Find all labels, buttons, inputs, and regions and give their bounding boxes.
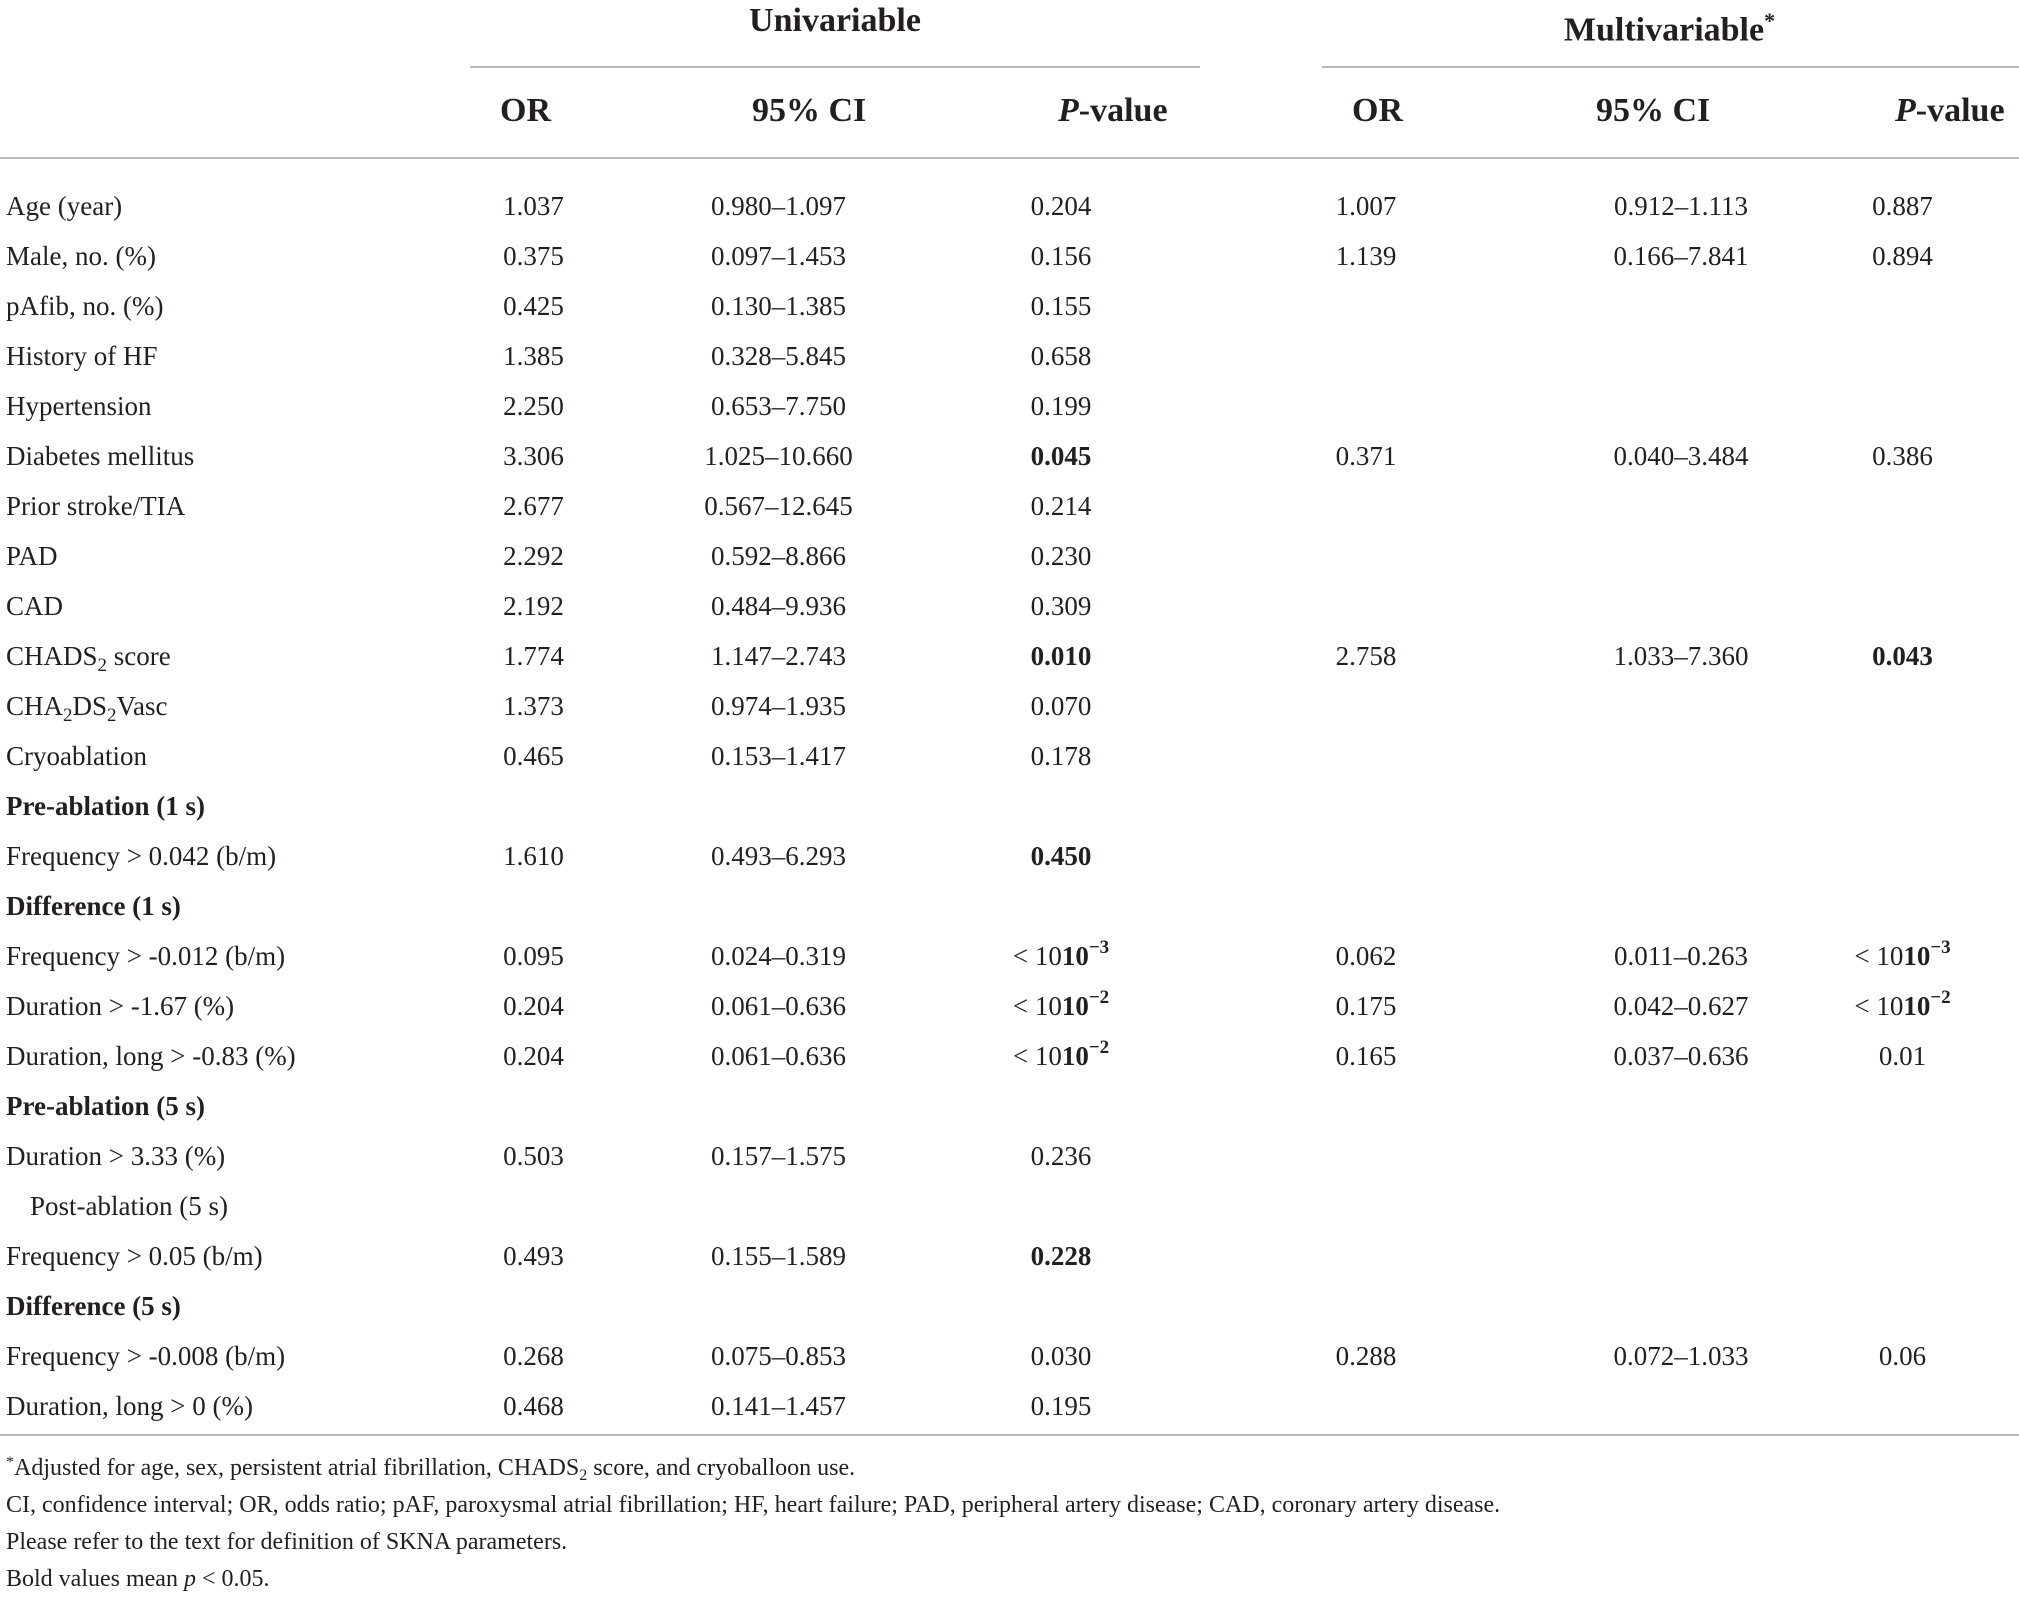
multivariable-or: 0.062 (1335, 941, 1397, 971)
multivariable-p (1786, 531, 2019, 581)
univariable-p: 0.228 (1030, 1241, 1092, 1271)
table-row (0, 231, 2019, 281)
row-label: $CHADS_2$ score (6, 641, 171, 676)
multivariable-p: 0.386 (1872, 441, 1933, 471)
univariable-ci: 0.484–9.936 (711, 591, 846, 621)
multivariable-or (1156, 381, 1576, 431)
multivariable-ci (1576, 731, 1786, 781)
univariable-underline (470, 66, 1200, 68)
univariable-or: 0.425 (503, 291, 564, 321)
univariable-p: 0.204 (1030, 191, 1092, 221)
multivariable-ci (1576, 331, 1786, 381)
multivariable-ci (1576, 381, 1786, 431)
multivariable-ci (1576, 681, 1786, 731)
table-row (0, 931, 2019, 981)
footnote-adjusted: *Adjusted for age, sex, persistent atrial fibrillation, $CHADS_2$ score, and cryoballoon use. (6, 1454, 856, 1484)
row-label: $CHA_2DS_2Vasc$ (6, 691, 168, 726)
univariable-or: 0.204 (503, 991, 564, 1021)
section-row (0, 1081, 2019, 1131)
univariable-or: 3.306 (503, 441, 564, 471)
univariable-p: 0.010 (1030, 641, 1092, 671)
multivariable-ci: 0.042–0.627 (1613, 991, 1749, 1021)
univariable-or: 0.375 (503, 241, 564, 271)
univariable-or: 0.468 (503, 1391, 564, 1421)
multivariable-p (1786, 1131, 2019, 1181)
univariable-p: 0.156 (1030, 241, 1092, 271)
row-label: Duration > -1.67 (%) (6, 991, 235, 1021)
section-row (0, 881, 2019, 931)
section-row (0, 1281, 2019, 1331)
multivariable-or (1156, 1381, 1576, 1431)
table-row (0, 1131, 2019, 1181)
multivariable-ci (1576, 831, 1786, 881)
multivariable-ci (1576, 1131, 1786, 1181)
multivariable-ci (1576, 281, 1786, 331)
univariable-ci: 0.592–8.866 (711, 541, 846, 571)
row-label: Frequency > -0.008 (b/m) (6, 1341, 286, 1371)
multivariable-or: 1.007 (1335, 191, 1397, 221)
multivariable-or (1156, 531, 1576, 581)
multivariable-p: 0.043 (1872, 641, 1933, 671)
univariable-p: 0.214 (1030, 491, 1092, 521)
univariable-ci: 0.061–0.636 (711, 1041, 846, 1071)
univariable-or: 0.493 (503, 1241, 564, 1271)
table-row (0, 631, 2019, 681)
multivariable-or: 0.288 (1335, 1341, 1397, 1371)
row-label: Duration > 3.33 (%) (6, 1141, 226, 1171)
footnote-abbreviations: CI, confidence interval; OR, odds ratio; pAF, paroxysmal atrial fibrillation; HF, heart failure; PAD, peripheral artery disease; CAD, coronary artery disease. (6, 1492, 1501, 1518)
univariable-ci: 0.141–1.457 (711, 1391, 846, 1421)
footnote-mark: * (1764, 8, 1776, 33)
section-heading: Difference (1 s) (6, 891, 181, 921)
univariable-ci: 0.980–1.097 (711, 191, 846, 221)
univariable-p: 0.030 (1030, 1341, 1092, 1371)
section-heading: Pre-ablation (1 s) (6, 791, 205, 821)
multivariable-or: 0.371 (1335, 441, 1397, 471)
multivariable-ci: 0.011–0.263 (1614, 941, 1748, 971)
row-label: CAD (6, 591, 64, 621)
multivariable-p (1786, 1381, 2019, 1431)
multivariable-p: < $1010^{-3}$ (1854, 937, 1951, 971)
multivariable-or: 2.758 (1335, 641, 1397, 671)
multivariable-p (1786, 281, 2019, 331)
multivariable-ci (1576, 1381, 1786, 1431)
row-label: Duration, long > 0 (%) (6, 1391, 253, 1421)
univariable-or: 1.037 (503, 191, 564, 221)
univariable-ci: 0.155–1.589 (711, 1241, 846, 1271)
header-or-multivariable: OR (1352, 92, 1403, 129)
univariable-or: 2.192 (503, 591, 564, 621)
multivariable-ci: 0.072–1.033 (1613, 1341, 1749, 1371)
table-row (0, 1231, 2019, 1281)
multivariable-ci: 0.166–7.841 (1613, 241, 1749, 271)
section-heading: Post-ablation (5 s) (30, 1191, 228, 1221)
multivariable-or (1156, 281, 1576, 331)
univariable-p: 0.309 (1030, 591, 1092, 621)
footnote-bold: Bold values mean p < 0.05. (6, 1566, 270, 1592)
univariable-p: 0.195 (1030, 1391, 1092, 1421)
univariable-or: 1.385 (503, 341, 564, 371)
multivariable-ci: 0.037–0.636 (1613, 1041, 1749, 1071)
univariable-or: 1.774 (503, 641, 564, 671)
header-p-multivariable: P-value (1895, 92, 2005, 129)
row-label: Frequency > -0.012 (b/m) (6, 941, 286, 971)
table-row (0, 181, 2019, 231)
section-row (0, 781, 2019, 831)
multivariable-or (1156, 731, 1576, 781)
univariable-p: 0.199 (1030, 391, 1092, 421)
group-header-univariable: Univariable (749, 2, 921, 39)
multivariable-p: 0.887 (1872, 191, 1933, 221)
univariable-or: 1.373 (503, 691, 564, 721)
univariable-p: 0.155 (1030, 291, 1092, 321)
row-label: PAD (6, 541, 58, 571)
table-row (0, 381, 2019, 431)
footnote-skna: Please refer to the text for definition of SKNA parameters. (6, 1529, 568, 1555)
section-heading: Difference (5 s) (6, 1291, 181, 1321)
section-row (0, 1181, 2019, 1231)
univariable-p: 0.045 (1030, 441, 1092, 471)
univariable-p: 0.230 (1030, 541, 1092, 571)
table-row (0, 581, 2019, 631)
row-label: Hypertension (6, 391, 152, 421)
univariable-ci: 0.061–0.636 (711, 991, 846, 1021)
row-label: Frequency > 0.042 (b/m) (6, 841, 277, 871)
multivariable-or: 0.165 (1335, 1041, 1397, 1071)
univariable-p: < $1010^{-2}$ (1012, 987, 1110, 1021)
multivariable-p (1786, 681, 2019, 731)
table-footnotes (6, 1450, 2006, 1598)
univariable-ci: 0.024–0.319 (711, 941, 846, 971)
univariable-ci: 0.157–1.575 (711, 1141, 846, 1171)
multivariable-p: 0.894 (1872, 241, 1933, 271)
univariable-ci: 0.328–5.845 (711, 341, 846, 371)
multivariable-p (1786, 1231, 2019, 1281)
multivariable-or (1156, 681, 1576, 731)
multivariable-p (1786, 381, 2019, 431)
multivariable-or (1156, 331, 1576, 381)
multivariable-p: < $1010^{-2}$ (1854, 987, 1951, 1021)
multivariable-or (1156, 1231, 1576, 1281)
univariable-ci: 0.653–7.750 (711, 391, 846, 421)
multivariable-ci (1576, 481, 1786, 531)
univariable-or: 0.465 (503, 741, 564, 771)
table-row (0, 681, 2019, 731)
multivariable-or (1156, 1131, 1576, 1181)
bottom-rule (0, 1434, 2019, 1436)
univariable-p: 0.450 (1030, 841, 1092, 871)
univariable-or: 2.677 (503, 491, 564, 521)
univariable-ci: 1.147–2.743 (711, 641, 846, 671)
row-label: Age (year) (6, 191, 123, 221)
table-row (0, 481, 2019, 531)
univariable-p: 0.070 (1030, 691, 1092, 721)
table-row (0, 531, 2019, 581)
row-label: Prior stroke/TIA (6, 491, 186, 521)
multivariable-or: 0.175 (1335, 991, 1397, 1021)
univariable-or: 0.268 (503, 1341, 564, 1371)
table-body (0, 181, 2019, 1431)
univariable-ci: 0.097–1.453 (711, 241, 846, 271)
multivariable-or: 1.139 (1335, 241, 1397, 271)
header-ci-univariable: 95% CI (752, 92, 867, 129)
univariable-ci: 0.153–1.417 (711, 741, 846, 771)
univariable-p: < $1010^{-3}$ (1012, 937, 1110, 971)
univariable-p: 0.658 (1030, 341, 1092, 371)
multivariable-p (1786, 731, 2019, 781)
multivariable-ci (1576, 1231, 1786, 1281)
row-label: Frequency > 0.05 (b/m) (6, 1241, 263, 1271)
multivariable-ci (1576, 581, 1786, 631)
table-row (0, 981, 2019, 1031)
univariable-p: < $1010^{-2}$ (1012, 1037, 1110, 1071)
row-label: Cryoablation (6, 741, 147, 771)
multivariable-p (1786, 481, 2019, 531)
univariable-ci: 0.075–0.853 (711, 1341, 846, 1371)
multivariable-ci: 1.033–7.360 (1613, 641, 1749, 671)
univariable-ci: 0.493–6.293 (711, 841, 846, 871)
row-label: Diabetes mellitus (6, 441, 195, 471)
header-p-univariable: P-value (1058, 92, 1168, 129)
table-row (0, 731, 2019, 781)
univariable-ci: 1.025–10.660 (704, 441, 853, 471)
multivariable-p: 0.01 (1878, 1041, 1927, 1071)
univariable-p: 0.236 (1030, 1141, 1092, 1171)
table-row (0, 281, 2019, 331)
multivariable-or (1156, 581, 1576, 631)
multivariable-p (1786, 331, 2019, 381)
univariable-p: 0.178 (1030, 741, 1092, 771)
header-rule (0, 157, 2019, 159)
univariable-ci: 0.130–1.385 (711, 291, 846, 321)
table-row (0, 431, 2019, 481)
multivariable-p (1786, 581, 2019, 631)
group-header-multivariable: Multivariable* (1563, 8, 1776, 49)
univariable-or: 2.250 (503, 391, 564, 421)
multivariable-ci: 0.912–1.113 (1614, 191, 1748, 221)
header-ci-multivariable: 95% CI (1596, 92, 1711, 129)
multivariable-p: 0.06 (1878, 1341, 1927, 1371)
multivariable-p (1786, 831, 2019, 881)
multivariable-ci (1576, 531, 1786, 581)
multivariable-ci: 0.040–3.484 (1613, 441, 1749, 471)
table-row (0, 1381, 2019, 1431)
multivariable-or (1156, 831, 1576, 881)
univariable-or: 0.503 (503, 1141, 564, 1171)
row-label: History of HF (6, 341, 158, 371)
univariable-or: 2.292 (503, 541, 564, 571)
row-label: pAfib, no. (%) (6, 291, 164, 321)
univariable-or: 1.610 (503, 841, 564, 871)
table-row (0, 331, 2019, 381)
univariable-or: 0.204 (503, 1041, 564, 1071)
table-row (0, 831, 2019, 881)
table-row (0, 1031, 2019, 1081)
univariable-ci: 0.974–1.935 (711, 691, 846, 721)
header-or-univariable: OR (500, 92, 551, 129)
row-label: Duration, long > -0.83 (%) (6, 1041, 296, 1071)
section-heading: Pre-ablation (5 s) (6, 1091, 205, 1121)
univariable-ci: 0.567–12.645 (704, 491, 853, 521)
univariable-or: 0.095 (503, 941, 564, 971)
table-row (0, 1331, 2019, 1381)
row-label: Male, no. (%) (6, 241, 156, 271)
multivariable-underline (1322, 66, 2019, 68)
multivariable-or (1156, 481, 1576, 531)
